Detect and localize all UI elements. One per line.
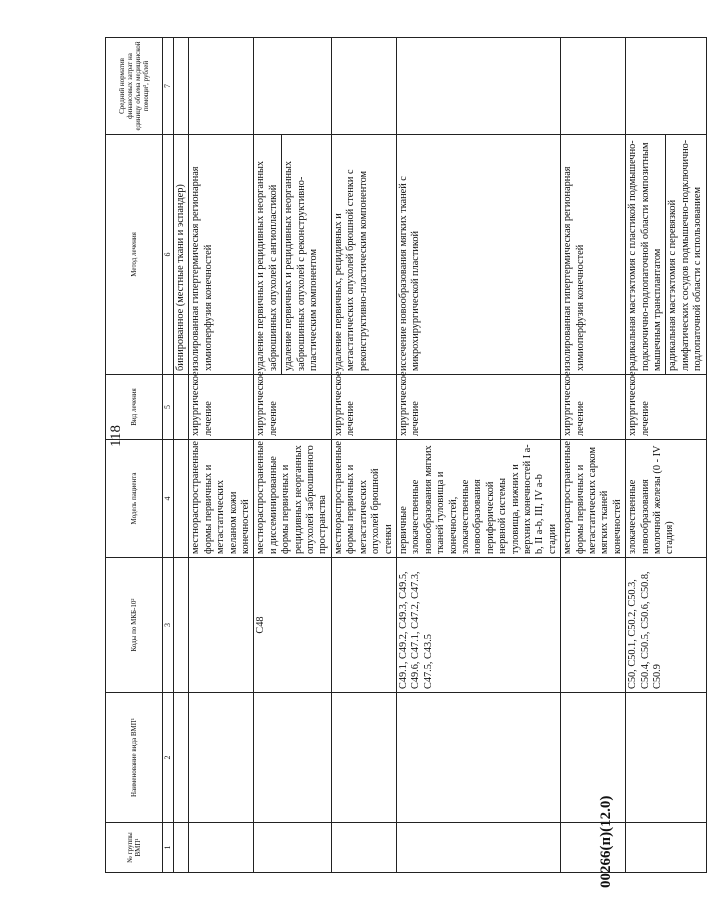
codes-cell: C48 bbox=[254, 558, 331, 693]
model-cell: злокачественные новообразования молочной железы (0 - IV стадия) bbox=[626, 440, 706, 558]
method-text: радикальная мастэктомия с перевязкой лимфатических сосудов подмышечно-подключично-подлопаточной области с использованием bbox=[665, 135, 704, 374]
header-icd-codes: Коды по МКБ-10² bbox=[106, 558, 163, 693]
name-cell bbox=[396, 693, 560, 823]
header-average-cost: Средний норматив финансовых затрат на единицу объема медицинской помощи³, рублей bbox=[106, 38, 163, 135]
vmp-table bbox=[105, 37, 707, 873]
table-row bbox=[189, 38, 254, 873]
name-cell bbox=[331, 693, 396, 823]
model-cell: местнораспространенные формы первичных и метастатических меланом кожи конечностей bbox=[189, 440, 254, 558]
cost-cell bbox=[174, 38, 189, 135]
method-cell bbox=[561, 135, 626, 375]
name-cell bbox=[254, 693, 331, 823]
column-number: 5 bbox=[163, 375, 174, 440]
cost-cell bbox=[626, 38, 706, 135]
method-cell bbox=[396, 135, 560, 375]
method-text: удаление первичных и рецидивных неорганных забрюшинных опухолей с ангиопластикой bbox=[255, 160, 279, 371]
cost-cell bbox=[331, 38, 396, 135]
codes-cell: C49.1, C49.2, C49.3, C49.5, C49.6, C47.1, C47.2, C47.3, C47.5, C43.5 bbox=[396, 558, 560, 693]
header-treatment-method: Метод лечения bbox=[106, 135, 163, 375]
codes-cell bbox=[174, 558, 189, 693]
codes-cell bbox=[331, 558, 396, 693]
document-code: 00266(п)(12.0) bbox=[598, 795, 614, 888]
group-cell bbox=[189, 823, 254, 873]
method-text: удаление первичных, рецидивных и метастатических опухолей брюшной стенки с реконструктивно-пластическим компонентом bbox=[332, 169, 369, 371]
table-row bbox=[331, 38, 396, 873]
cost-cell bbox=[396, 38, 560, 135]
method-cell bbox=[174, 135, 189, 375]
header-vmp-name: Наименование вида ВМП¹ bbox=[106, 693, 163, 823]
group-cell bbox=[174, 823, 189, 873]
column-number: 6 bbox=[163, 135, 174, 375]
treatment-type-cell: хирургическое лечение bbox=[561, 375, 626, 440]
table-row bbox=[561, 38, 626, 873]
method-text: удаление первичных и рецидивных неорганных забрюшинных опухолей с реконструктивно-пластическим компонентом bbox=[281, 135, 320, 374]
model-cell: местнораспространенные формы первичных и метастатических сарком мягких тканей конечностей bbox=[561, 440, 626, 558]
method-text: радикальная мастэктомия с пластикой подмышечно-подключично-подлопаточной области композитным мышечным трансплантатом bbox=[627, 140, 664, 371]
codes-cell bbox=[189, 558, 254, 693]
group-cell bbox=[626, 823, 706, 873]
method-cell bbox=[189, 135, 254, 375]
header-row bbox=[106, 38, 163, 873]
group-cell bbox=[396, 823, 560, 873]
codes-cell bbox=[561, 558, 626, 693]
treatment-type-cell: хирургическое лечение bbox=[331, 375, 396, 440]
model-cell bbox=[174, 440, 189, 558]
header-group-number: № группы ВМП¹ bbox=[106, 823, 163, 873]
table-row bbox=[396, 38, 560, 873]
column-number-row bbox=[163, 38, 174, 873]
group-cell bbox=[561, 823, 626, 873]
method-cell bbox=[254, 135, 331, 375]
group-cell bbox=[331, 823, 396, 873]
column-number: 4 bbox=[163, 440, 174, 558]
group-cell bbox=[254, 823, 331, 873]
cost-cell bbox=[254, 38, 331, 135]
treatment-type-cell: хирургическое лечение bbox=[396, 375, 560, 440]
treatment-type-cell: хирургическое лечение bbox=[189, 375, 254, 440]
codes-cell: C50, C50.1, C50.2, C50.3, C50.4, C50.5, C50.6, C50.8, C50.9 bbox=[626, 558, 706, 693]
table-row bbox=[254, 38, 331, 873]
cost-cell bbox=[189, 38, 254, 135]
table-row bbox=[174, 38, 189, 873]
method-text: изолированная гипертермическая регионарная химиоперфузия конечностей bbox=[562, 166, 586, 371]
method-text: иссечение новообразования мягких тканей с микрохирургической пластикой bbox=[397, 176, 422, 371]
model-cell: первичные злокачественные новообразования мягких тканей туловища и конечностей, злокачественные новообразования периферической нервной системы туловища, нижних и верхних конечностей I a-b, II a-b, III, IV a-b стадии bbox=[396, 440, 560, 558]
table-row bbox=[626, 38, 706, 873]
column-number: 1 bbox=[163, 823, 174, 873]
column-number: 7 bbox=[163, 38, 174, 135]
cost-cell bbox=[561, 38, 626, 135]
method-text: бинированное (местные ткани и эспандер) bbox=[175, 184, 186, 371]
treatment-type-cell bbox=[174, 375, 189, 440]
name-cell bbox=[626, 693, 706, 823]
treatment-type-cell: хирургическое лечение bbox=[254, 375, 331, 440]
method-cell bbox=[331, 135, 396, 375]
model-cell: местнораспространенные формы первичных и метастатических опухолей брюшной стенки bbox=[331, 440, 396, 558]
model-cell: местнораспространенные и диссеминированные формы первичных и рецидивных неорганных опухолей забрюшинного пространства bbox=[254, 440, 331, 558]
column-number: 3 bbox=[163, 558, 174, 693]
treatment-type-cell: хирургическое лечение bbox=[626, 375, 706, 440]
name-cell bbox=[174, 693, 189, 823]
column-number: 2 bbox=[163, 693, 174, 823]
page-number: 118 bbox=[108, 425, 124, 447]
method-text: изолированная гипертермическая регионарная химиоперфузия конечностей bbox=[190, 166, 214, 371]
name-cell bbox=[189, 693, 254, 823]
method-cell bbox=[626, 135, 706, 375]
name-cell bbox=[561, 693, 626, 823]
header-treatment-type: Вид лечения bbox=[106, 375, 163, 440]
header-patient-model: Модель пациента bbox=[106, 440, 163, 558]
